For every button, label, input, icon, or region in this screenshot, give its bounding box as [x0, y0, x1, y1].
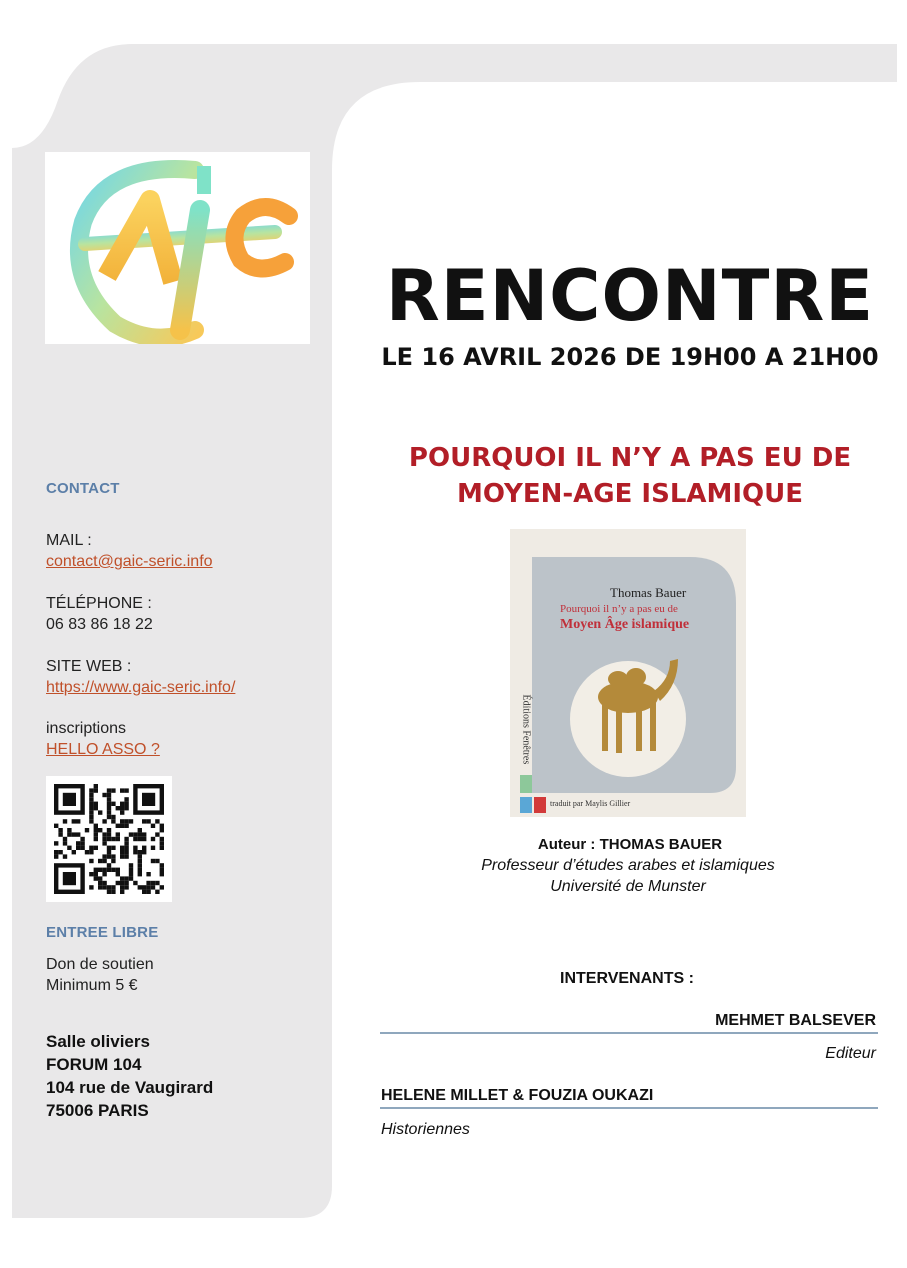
book-title-line-1: Pourquoi il n’y a pas eu de	[560, 603, 678, 615]
speaker-2-name: HELENE MILLET & FOUZIA OUKAZI	[381, 1087, 654, 1104]
phone-value: 06 83 86 18 22	[46, 616, 153, 633]
author-label: Auteur :	[537, 836, 600, 853]
address-line-1: Salle oliviers	[46, 1032, 150, 1051]
book-title-line-2: Moyen Âge islamique	[560, 617, 690, 632]
donation-line-1: Don de soutien	[46, 956, 154, 973]
author-university: Université de Munster	[550, 878, 706, 895]
address-line-4: 75006 PARIS	[46, 1101, 149, 1120]
event-subtitle	[380, 440, 880, 512]
qr-code[interactable]	[46, 776, 172, 902]
event-date: LE 16 AVRIL 2026 DE 19H00 A 21H00	[381, 343, 879, 371]
website-link[interactable]: https://www.gaic-seric.info/	[46, 679, 236, 696]
entree-libre-heading: ENTREE LIBRE	[46, 924, 159, 941]
venue-address	[46, 1030, 213, 1122]
speaker-2-role: Historiennes	[381, 1121, 470, 1138]
speaker-1-name: MEHMET BALSEVER	[715, 1012, 876, 1029]
author-line	[430, 836, 830, 853]
book-translator: traduit par Maylis Gillier	[550, 799, 631, 808]
contact-heading: CONTACT	[46, 480, 120, 497]
phone-label: TÉLÉPHONE :	[46, 595, 152, 612]
book-cover	[510, 529, 746, 817]
helloasso-link[interactable]: HELLO ASSO ?	[46, 741, 160, 758]
speakers-heading: INTERVENANTS :	[560, 970, 694, 987]
author-role: Professeur d’études arabes et islamiques	[481, 857, 775, 874]
event-title: RENCONTRE	[385, 255, 875, 337]
donation-line-2: Minimum 5 €	[46, 977, 138, 994]
gaic-logo	[45, 152, 310, 344]
mail-label: MAIL :	[46, 532, 92, 549]
author-name: THOMAS BAUER	[599, 836, 723, 853]
website-label: SITE WEB :	[46, 658, 132, 675]
book-publisher: Éditions Fenêtres	[520, 694, 532, 765]
address-line-2: FORUM 104	[46, 1055, 142, 1074]
subtitle-line-1: POURQUOI IL N’Y A PAS EU DE	[408, 443, 852, 473]
mail-link[interactable]: contact@gaic-seric.info	[46, 553, 213, 570]
speaker-1-role: Editeur	[825, 1045, 876, 1062]
speaker-1-rule	[380, 1032, 878, 1034]
inscriptions-label: inscriptions	[46, 720, 127, 737]
address-line-3: 104 rue de Vaugirard	[46, 1078, 214, 1097]
speaker-2-rule	[380, 1107, 878, 1109]
book-author: Thomas Bauer	[610, 585, 687, 600]
subtitle-line-2: MOYEN-AGE ISLAMIQUE	[456, 479, 804, 509]
